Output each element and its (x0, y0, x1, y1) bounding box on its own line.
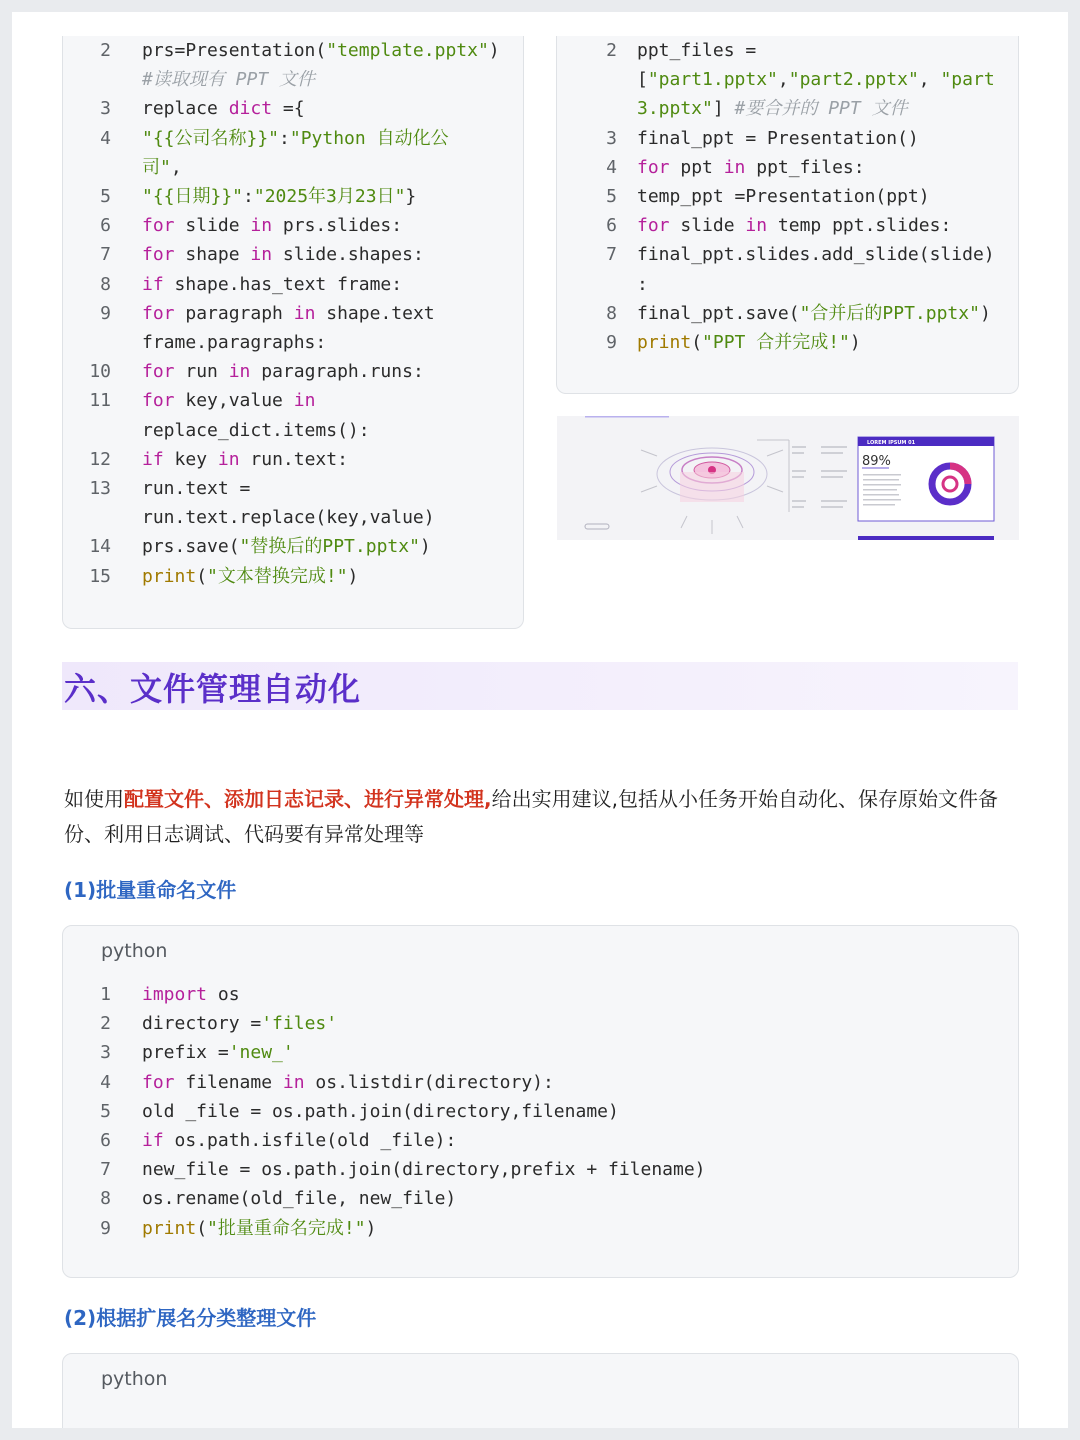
code-token: for (142, 1071, 175, 1093)
line-code (142, 1009, 337, 1038)
line-code (637, 124, 919, 153)
line-code (142, 1214, 376, 1243)
code-language-label: python (101, 1368, 168, 1390)
line-number: 9 (100, 302, 111, 324)
line-number: 8 (100, 273, 111, 295)
code-token: ( (196, 1217, 208, 1239)
code-token: shape.text (315, 302, 435, 324)
line-code (142, 386, 315, 415)
code-line (63, 386, 523, 415)
line-code (637, 65, 995, 94)
code-token: if (142, 448, 164, 470)
thumbnail-percent-text: 89% (862, 454, 891, 469)
line-code (142, 532, 431, 561)
code-line (557, 182, 1018, 211)
line-number: 6 (100, 215, 111, 237)
code-token: in (745, 215, 768, 237)
code-token: "{{日期}}" (142, 186, 244, 207)
line-code (142, 445, 348, 474)
line-code (142, 211, 402, 240)
code-token: in (293, 390, 316, 412)
page (12, 12, 1068, 1428)
code-token: run.text.replace(key,value) (142, 507, 435, 529)
line-code (142, 153, 182, 182)
line-number: 2 (100, 1013, 111, 1035)
code-token: 司" (142, 156, 171, 178)
code-line (63, 124, 523, 153)
code-token: in (282, 1071, 305, 1093)
code-token: frame.paragraphs: (142, 332, 327, 353)
code-token: run (174, 361, 229, 383)
code-line (63, 1068, 1018, 1097)
code-line (557, 270, 1018, 299)
code-token: : (637, 273, 648, 295)
code-token: for (142, 302, 175, 324)
code-token: filename (174, 1071, 283, 1093)
line-number: 5 (100, 186, 111, 207)
line-number: 11 (89, 390, 111, 412)
code-token: 3.pptx" (637, 98, 713, 120)
code-line (63, 211, 523, 240)
code-token: ppt_files: (745, 156, 865, 178)
code-line (63, 1038, 1018, 1067)
code-line (557, 65, 1018, 94)
line-number: 13 (89, 478, 111, 499)
line-number: 14 (89, 536, 111, 558)
code-line (63, 299, 523, 328)
line-number: 12 (89, 448, 111, 470)
line-code (637, 328, 861, 357)
subheading-batch-rename: (1)批量重命名文件 (64, 878, 237, 902)
code-token: final_ppt = Presentation() (637, 127, 919, 149)
code-token: dict (228, 98, 273, 120)
line-code (142, 328, 326, 357)
code-token: paragraph.runs: (250, 361, 424, 383)
code-token: in (250, 215, 273, 237)
code-token: slide (669, 215, 746, 237)
code-token: ={ (272, 98, 305, 120)
code-token: import (142, 984, 208, 1005)
code-token: if (142, 1130, 164, 1151)
code-line (557, 36, 1018, 65)
line-number: 15 (89, 565, 111, 587)
code-token: "文本替换完成!" (207, 565, 348, 587)
line-code (142, 182, 416, 211)
code-line (63, 36, 523, 65)
code-line (63, 357, 523, 386)
code-token: prs=Presentation( (142, 40, 327, 61)
code-token: replace (142, 98, 229, 120)
code-token: , (777, 69, 789, 91)
code-token: in (723, 156, 746, 178)
code-token: #要合并的 PPT 文件 (734, 98, 908, 120)
line-code (637, 94, 908, 123)
code-line (557, 153, 1018, 182)
code-token: final_ppt.save( (637, 302, 800, 324)
line-number: 3 (606, 127, 617, 149)
code-line (557, 124, 1018, 153)
code-token: directory = (142, 1013, 262, 1035)
code-token: prs.slides: (272, 215, 403, 237)
code-token: print (142, 565, 197, 587)
code-token: ppt_files = (637, 40, 757, 61)
line-code (637, 153, 865, 182)
intro-highlight: 配置文件、添加日志记录、进行异常处理, (124, 787, 492, 811)
line-code (142, 980, 240, 1009)
code-line (63, 182, 523, 211)
code-token: os.rename(old_file, new_file) (142, 1188, 457, 1210)
code-line (63, 1214, 1018, 1243)
line-number: 4 (100, 127, 111, 149)
code-token: , (918, 69, 941, 91)
code-line (63, 1184, 1018, 1213)
code-token: ( (691, 332, 703, 353)
line-code (142, 357, 424, 386)
code-token: prefix = (142, 1042, 229, 1064)
line-number: 2 (606, 40, 617, 61)
code-token: slide.shapes: (272, 244, 424, 266)
code-token: key (163, 448, 218, 470)
code-line (63, 240, 523, 269)
code-token: ) (419, 536, 431, 558)
code-block-replace-text (62, 36, 524, 629)
code-line (63, 474, 523, 503)
code-token: in (228, 361, 251, 383)
code-line (63, 980, 1018, 1009)
code-token: : (279, 127, 290, 149)
code-line (63, 153, 523, 182)
line-code (142, 1068, 554, 1097)
line-code (142, 299, 435, 328)
ppt-template-thumbnail (557, 416, 1019, 540)
code-block-sort-files (62, 1353, 1019, 1428)
code-token: } (405, 186, 417, 207)
intro-text-after: 给出实用建议,包括从小任务开始自动化、保存原始文件备份、利用日志调试、代码要有异常处理等 (64, 787, 998, 846)
code-token: "批量重命名完成!" (207, 1217, 366, 1239)
code-line (63, 445, 523, 474)
code-line (63, 1009, 1018, 1038)
code-line (557, 299, 1018, 328)
code-token: old _file = os.path.join(directory,filename) (142, 1100, 619, 1122)
line-code (637, 240, 995, 269)
code-token: ] (712, 98, 735, 120)
code-token: final_ppt.slides.add_slide(slide) (637, 244, 995, 266)
line-code (637, 270, 648, 299)
code-token: temp_ppt =Presentation(ppt) (637, 186, 930, 207)
code-token: os.path.isfile(old _file): (163, 1130, 457, 1151)
line-code (142, 270, 402, 299)
line-code (142, 416, 370, 445)
code-token: run.text: (239, 448, 348, 470)
thumbnail-header-text: LOREM IPSUM 01 (867, 440, 916, 446)
code-token: replace_dict.items(): (142, 419, 370, 441)
line-number: 9 (100, 1217, 111, 1239)
code-line (63, 532, 523, 561)
line-number: 9 (606, 332, 617, 353)
code-token: #读取现有 PPT 文件 (142, 69, 316, 91)
line-number: 10 (89, 361, 111, 383)
line-number: 1 (100, 984, 111, 1005)
code-token: if (142, 273, 164, 295)
line-number: 7 (606, 244, 617, 266)
code-token: shape.has_text frame: (163, 273, 403, 295)
code-token: for (142, 244, 175, 266)
line-code (637, 211, 951, 240)
code-line (63, 65, 523, 94)
code-line (63, 1097, 1018, 1126)
code-token: for (142, 215, 175, 237)
code-token: new_file = os.path.join(directory,prefix + filename) (142, 1159, 706, 1181)
code-token: "{{公司名称}}" (142, 127, 280, 149)
code-token: "part (940, 69, 995, 91)
code-token: "PPT 合并完成!" (702, 332, 850, 353)
code-token: prs.save( (142, 536, 240, 558)
line-code (142, 240, 424, 269)
line-number: 6 (100, 1130, 111, 1151)
line-code (142, 1155, 706, 1184)
subheading-sort-by-extension: (2)根据扩展名分类整理文件 (64, 1306, 317, 1330)
line-number: 3 (100, 1042, 111, 1064)
infographic-image (557, 416, 1019, 540)
line-code (142, 94, 305, 123)
line-code (142, 562, 358, 591)
code-language-label: python (101, 940, 168, 962)
line-code (142, 65, 315, 94)
code-line (557, 211, 1018, 240)
code-token: in (217, 448, 240, 470)
code-line (63, 1126, 1018, 1155)
line-code (142, 1184, 456, 1213)
code-token: shape (174, 244, 251, 266)
line-code (142, 1097, 619, 1126)
line-number: 7 (100, 244, 111, 266)
code-token: for (142, 390, 175, 412)
code-token: print (142, 1217, 197, 1239)
code-token: for (142, 361, 175, 383)
line-code (637, 299, 991, 328)
line-code (142, 36, 500, 65)
code-token: ppt (669, 156, 724, 178)
line-number: 3 (100, 98, 111, 120)
code-token: , (170, 156, 182, 178)
code-token: 'new_' (228, 1042, 294, 1064)
code-line (63, 416, 523, 445)
intro-paragraph (64, 782, 1024, 852)
code-token: ) (979, 302, 991, 324)
code-token: 'files' (261, 1013, 338, 1035)
code-line (557, 240, 1018, 269)
code-line (63, 503, 523, 532)
line-code (637, 182, 930, 211)
code-line (557, 328, 1018, 357)
code-line (63, 562, 523, 591)
code-line (63, 270, 523, 299)
code-token: ) (849, 332, 861, 353)
line-number: 7 (100, 1159, 111, 1181)
code-token: run.text = (142, 478, 251, 499)
code-block-merge-ppt (556, 36, 1019, 394)
intro-text-before: 如使用 (64, 787, 124, 811)
line-number: 4 (100, 1071, 111, 1093)
line-code (142, 1038, 294, 1067)
code-line (557, 94, 1018, 123)
line-number: 6 (606, 215, 617, 237)
code-token: "合并后的PPT.pptx" (799, 302, 980, 324)
code-token: slide (174, 215, 251, 237)
code-token: : (243, 186, 254, 207)
code-token: "Python 自动化公 (289, 127, 449, 149)
code-token: temp ppt.slides: (767, 215, 952, 237)
code-token: ) (347, 565, 359, 587)
section-heading: 六、文件管理自动化 (64, 670, 362, 708)
code-token: "替换后的PPT.pptx" (239, 536, 420, 558)
code-token: "template.pptx" (326, 40, 489, 61)
code-token: ( (196, 565, 208, 587)
line-code (142, 1126, 456, 1155)
code-token: in (250, 244, 273, 266)
code-line (63, 1155, 1018, 1184)
line-number: 5 (100, 1100, 111, 1122)
code-token: "part1.pptx" (647, 69, 778, 91)
code-token: paragraph (174, 302, 294, 324)
line-code (637, 36, 756, 65)
code-token: os (207, 984, 240, 1005)
line-number: 8 (100, 1188, 111, 1210)
code-token: key,value (174, 390, 294, 412)
code-token: in (293, 302, 316, 324)
line-code (142, 124, 449, 153)
code-token: for (637, 215, 670, 237)
code-token: os.listdir(directory): (304, 1071, 554, 1093)
code-token: ) (488, 40, 500, 61)
code-token: ) (365, 1217, 377, 1239)
code-block-batch-rename (62, 925, 1019, 1278)
code-token: for (637, 156, 670, 178)
code-line (63, 94, 523, 123)
line-number: 8 (606, 302, 617, 324)
line-code (142, 503, 435, 532)
code-token: print (637, 332, 692, 353)
line-code (142, 474, 250, 503)
code-token: [ (637, 69, 648, 91)
line-number: 4 (606, 156, 617, 178)
line-number: 5 (606, 186, 617, 207)
code-token: "2025年3月23日" (253, 186, 406, 207)
code-token: "part2.pptx" (788, 69, 919, 91)
line-number: 2 (100, 40, 111, 61)
code-line (63, 328, 523, 357)
